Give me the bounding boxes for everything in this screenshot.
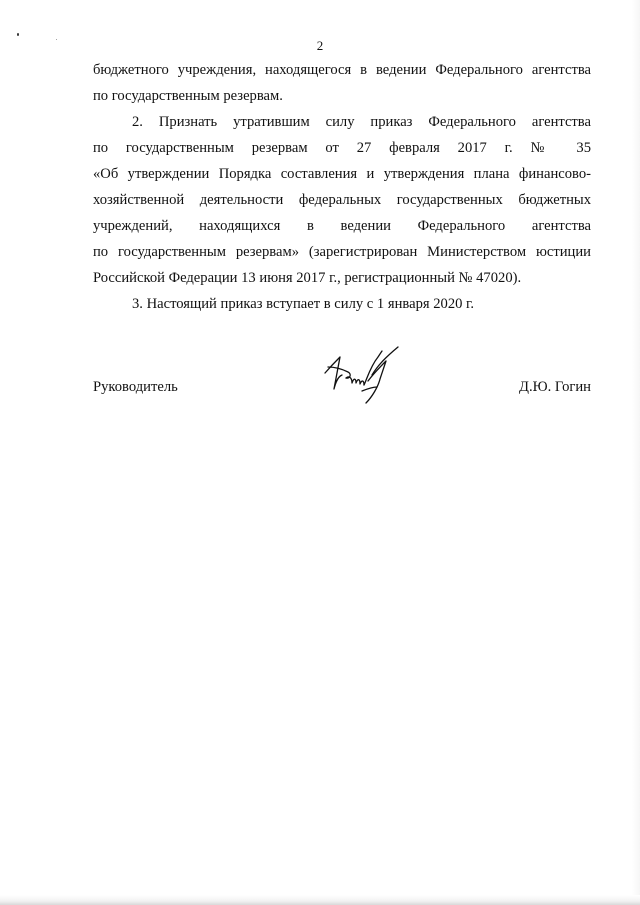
scan-edge-bottom (0, 895, 640, 905)
signer-title: Руководитель (93, 379, 178, 395)
text-line: по государственным резервам» (зарегистрирован Министерством юстиции (93, 244, 591, 260)
paragraph-3 (93, 291, 591, 317)
text-line: 2. Признать утратившим силу приказ Федерального агентства (132, 114, 591, 130)
text-line: 3. Настоящий приказ вступает в силу с 1 января 2020 г. (132, 296, 475, 312)
scan-speck (17, 33, 19, 36)
text-line: Российской Федерации 13 июня 2017 г., регистрационный № 47020). (93, 270, 522, 286)
text-line: по государственным резервам. (93, 88, 283, 104)
paragraph-2 (93, 109, 591, 291)
scan-edge-right (632, 0, 640, 905)
signer-name: Д.Ю. Гогин (519, 379, 591, 395)
text-line: «Об утверждении Порядка составления и утверждения плана финансово- (93, 166, 591, 182)
text-line: по государственным резервам от 27 февраля 2017 г. № 35 (93, 140, 591, 156)
paragraph-continuation (93, 57, 591, 109)
text-line: учреждений, находящихся в ведении Федерального агентства (93, 218, 591, 234)
text-line: бюджетного учреждения, находящегося в ведении Федерального агентства (93, 62, 591, 78)
signature-row (93, 374, 591, 400)
page-number: 2 (316, 38, 324, 53)
text-line: хозяйственной деятельности федеральных государственных бюджетных (93, 192, 591, 208)
